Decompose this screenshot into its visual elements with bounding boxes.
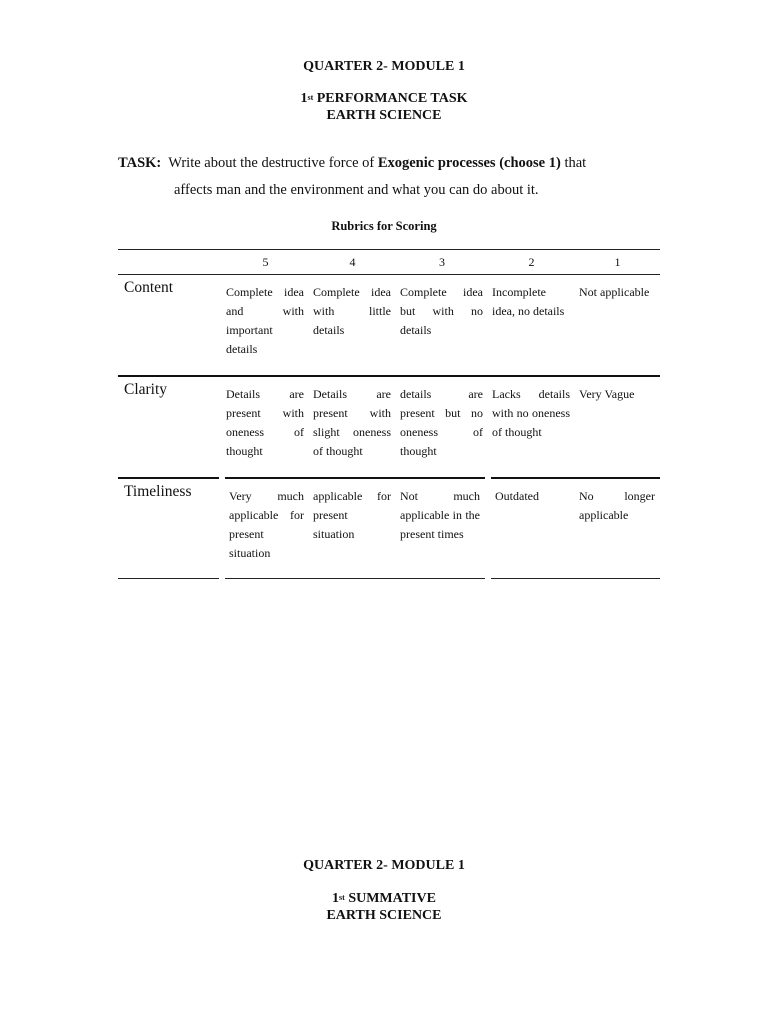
rubric-row-timeliness bbox=[118, 478, 660, 579]
rubric-cell: Lacks details with no oneness of thought bbox=[488, 376, 575, 478]
rubric-header-row bbox=[118, 250, 660, 275]
rubric-cell: Not much applicable in the present times bbox=[396, 478, 488, 579]
rubric-cell: Complete idea with little details bbox=[309, 275, 396, 376]
rubric-title: Rubrics for Scoring bbox=[331, 219, 437, 233]
rubric-cell: Details are present with slight oneness of thought bbox=[309, 376, 396, 478]
rubric-cell: Complete idea and with important details bbox=[222, 275, 309, 376]
task-instruction: TASK: Write about the destructive force of Exogenic processes (choose 1) that affects man and the environment and what you can do about it. bbox=[118, 150, 678, 204]
rubric-cell: applicable for present situation bbox=[309, 478, 396, 579]
score-column-header: 4 bbox=[309, 250, 396, 275]
score-column-header: 2 bbox=[488, 250, 575, 275]
quarter-module-title: QUARTER 2- MODULE 1 bbox=[303, 59, 465, 74]
performance-task-heading bbox=[0, 90, 768, 124]
score-column-header: 1 bbox=[575, 250, 660, 275]
rubric-cell: Very Vague bbox=[575, 376, 660, 478]
rubric-cell: No longer applicable bbox=[575, 478, 660, 579]
rubric-cell: Complete idea but with no details bbox=[396, 275, 488, 376]
rubric-row-clarity bbox=[118, 376, 660, 478]
criterion-label: Timeliness bbox=[118, 478, 222, 579]
criterion-label: Content bbox=[118, 275, 222, 376]
header-top bbox=[0, 58, 768, 75]
task-label: TASK: bbox=[118, 155, 162, 171]
performance-task-title: 1st PERFORMANCE TASK bbox=[300, 91, 468, 106]
criterion-label: Clarity bbox=[118, 376, 222, 478]
rubric-cell: Outdated bbox=[488, 478, 575, 579]
subject-title: EARTH SCIENCE bbox=[326, 908, 442, 923]
header-bottom bbox=[0, 857, 768, 874]
rubric-cell: details are present but no oneness of thought bbox=[396, 376, 488, 478]
summative-heading bbox=[0, 890, 768, 924]
score-column-header: 5 bbox=[222, 250, 309, 275]
rubric-table bbox=[118, 249, 660, 579]
rubric-cell: Very much applicable for present situation bbox=[222, 478, 309, 579]
task-emphasis: Exogenic processes (choose 1) bbox=[377, 155, 561, 171]
rubric-cell: Not applicable bbox=[575, 275, 660, 376]
rubric-cell: Details are present with oneness of thought bbox=[222, 376, 309, 478]
task-continuation: affects man and the environment and what you can do about it. bbox=[174, 182, 539, 198]
rubric-row-content bbox=[118, 275, 660, 376]
subject-title: EARTH SCIENCE bbox=[326, 108, 442, 123]
rubric-header-blank bbox=[118, 250, 222, 275]
summative-title: 1st SUMMATIVE bbox=[332, 891, 436, 906]
rubric-cell: Incomplete idea, no details bbox=[488, 275, 575, 376]
score-column-header: 3 bbox=[396, 250, 488, 275]
quarter-module-title: QUARTER 2- MODULE 1 bbox=[303, 858, 465, 873]
